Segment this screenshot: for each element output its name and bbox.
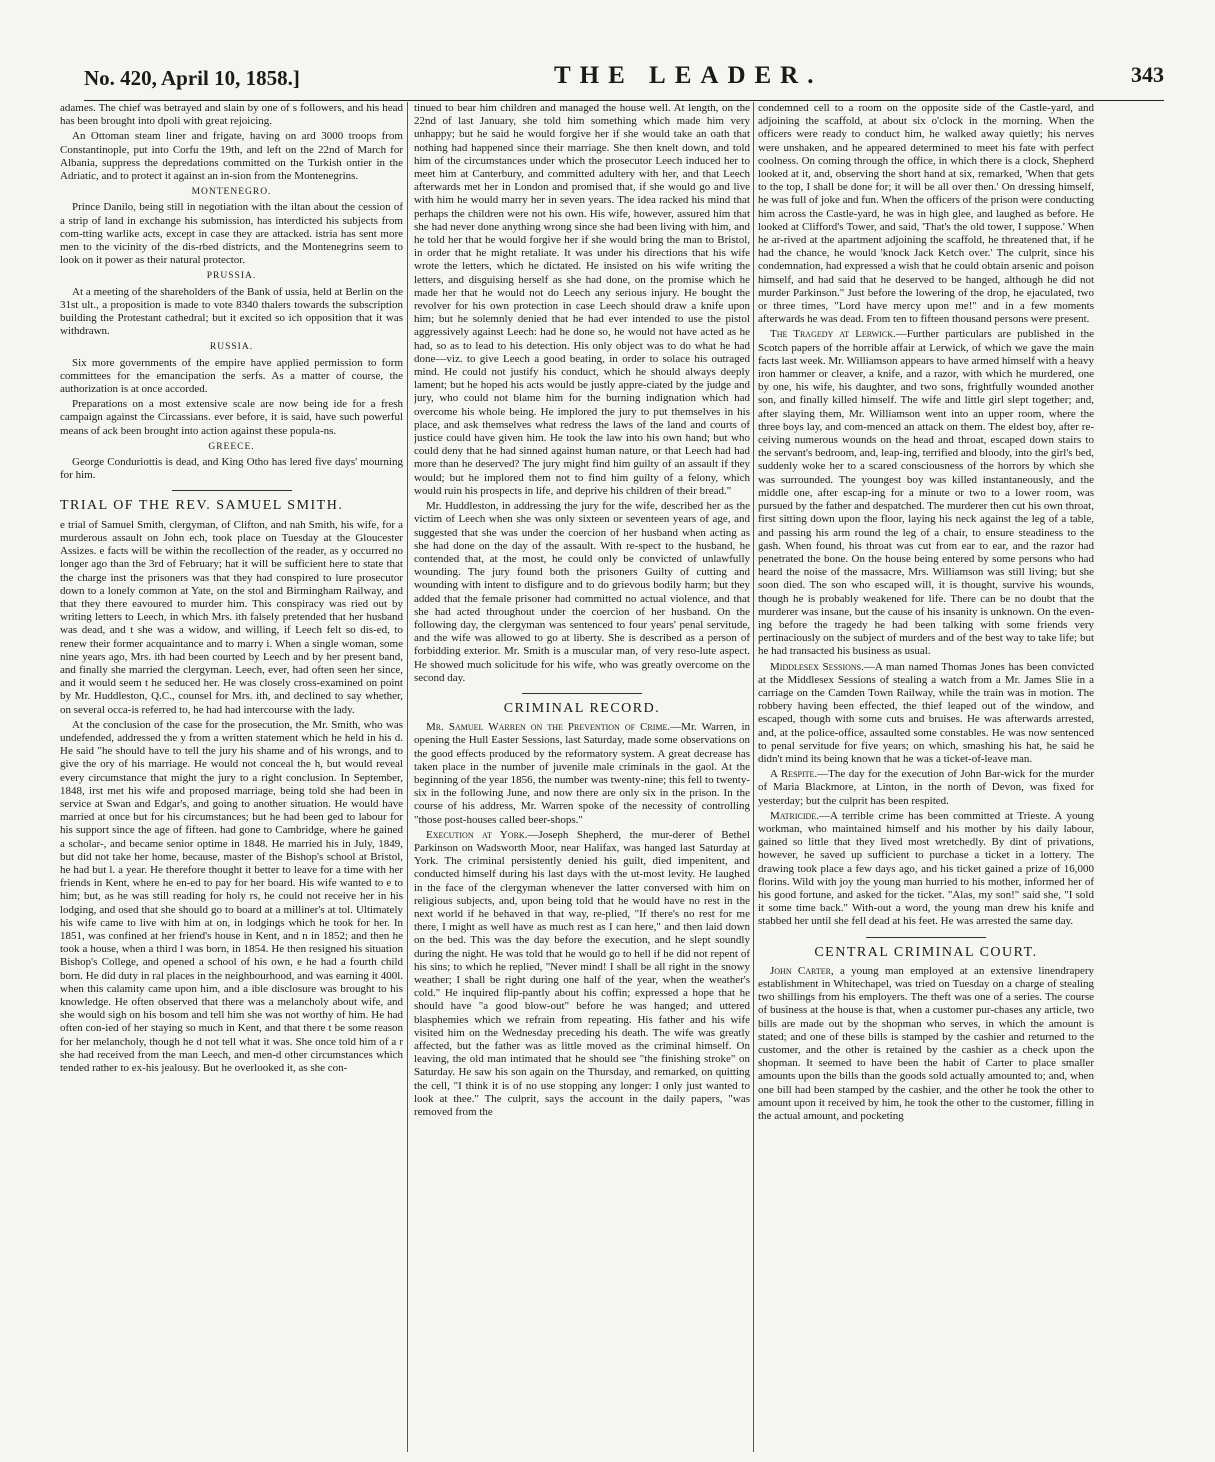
paragraph: At the conclusion of the case for the prosecution, the Mr. Smith, who was undefended, addressed the y from a written statement which he held in his d. He said "he should have to tell the jury his shame and of his wrongs, and to give the ory of his marriage. He would not conceal the h, but would reveal every circumstance that might the jury to a right conclusion. In September, 1848, irst met his wife and proposed marriage, being told she had been in service at Swan and Edgar's, and going to another situation. He would have married at once but for his circumstances; but he had been ged to labour for his support since the age of fifteen. had gone to Cambridge, where he gained a scholar-, and became senior optime in 1848. He married his in July, 1849, but did not take her home, because, master of the Bishop's school at Bristol, he had but l. a year. He therefore thought it better to leave for a time with her friends in Kent, where he en-ed to pay for her board. His wife wanted to e to him; but, as he was still reading for holy rs, he could not receive her in his lodging, and osed that she should go to board at a milliner's at tol. Ultimately his wife came to live with him at on, in lodgings which he took for her. In 1851, was confined at her friend's house in Kent, and n in 1852; and then he took a house, when a third l was born, in 1854. He then resigned his situation Bishop's College, and opened a school of his own, e he had a fourth child born. He did duty in ral places in the neighbourhood, and was earning it 400l. when this calamity came upon him, and a ible disclosure was brought to his knowledge. He often observed that there was a melancholy about wife, and she would sigh on his bosom and tell him she was not worthy of him. He had often con-ied of her staying so much in Kent, and that there t be some reason for her melancholy, though he d not tell what it was. She once told him of a r she had received from the man Leech, and men-d other circumstances which tended rather to ex-his jealousy. But he overlooked it, as she con- [60,718,403,1075]
paragraph: An Ottoman steam liner and frigate, having on ard 3000 troops from Constantinople, put into Corfu the 19th, and left on the 22nd of March for Albania, suppress the depredations committed on the Turkish ontier in the Adriatic, and to protect it against an in-sion from the Montenegrins. [60,130,403,183]
item-lead: Mr. Samuel Warren on the Prevention of Crime. [426,721,671,734]
paragraph: At a meeting of the shareholders of the Bank of ussia, held at Berlin on the 31st ult., a proposition is made to vote 8340 thalers towards the subscription building the Protestant cathedral; but it excited so ich opposition that it was withdrawn. [60,285,403,338]
item-lead: Middlesex Sessions. [770,660,864,673]
paragraph: Prince Danilo, being still in negotiation with the iltan about the cession of a strip of land in exchange his submission, has interdicted his subjects from com-tting warlike acts, except in case they are attacked. istria has sent more men to the vicinity of the dis-rbed districts, and the Montenegrins seem to look on it power as their natural protector. [60,201,403,267]
subheading-greece: GREECE. [208,441,255,452]
item-text: a young man employed at an extensive linendrapery establishment in Whitechapel, was tried on Tuesday on a charge of stealing two shillings from his employers. The theft was one of a series. The course of business at the house is that, when a customer pur-chases any article, two bills are made out by the shopman who serves, in which the amount is stated; and one of these bills is stamped by the cashier and returned to the customer, and the other is retained by the cashier as a check upon the shopman. It seemed to have been the habit of Carter to place smaller amounts upon the bills than the goods sold actually amounted to; and, when one bill had been stamped by the cashier, and the other he took the other to amount upon it received by him, he took the other to the customer, filling in the actual amount, and pocketing [758,964,1094,1123]
issue-date: No. 420, April 10, 1858.] [84,66,300,90]
section-divider [866,937,986,938]
column-divider [407,102,408,1452]
item-lead: Execution at York. [426,828,528,841]
paragraph: condemned cell to a room on the opposite side of the Castle-yard, and adjoining the scaffold, at about six o'clock in the morning. When the officers were ready to conduct him, he walked away quietly; his nerves were unshaken, and he appeared determined to meet his fate with perfect coolness. On coming through the office, in which there is a clock, Shepherd looked at it, and, observing the short hand at six, remarked, 'When that gets to the top, I shall be done for; it will be all over then.' On dressing himself, he was full of joke and fun. When the officers of the prison were conducting him across the Castle-yard, he was in high glee, and laughed as before. He looked at Clifford's Tower, and said, 'That's the old tower, I suppose.' When he ar-rived at the apartment adjoining the scaffold, he threatened that, if he had the chance, he would 'knock Jack Ketch over.' The culprit, since his condemnation, had expressed a wish that he could obtain arsenic and poison himself, and had said that he deserved to be hanged, although he did not murder Parkinson." Just before the lowering of the drop, he ejaculated, two or three times, "Lord have mercy upon me!" and in a few moments afterwards he was dead. From ten to fifteen thousand persons were present. [758,102,1094,326]
column-2 [414,102,750,1452]
section-divider [172,490,292,491]
paragraph: Six more governments of the empire have applied permission to form committees for the emancipation the serfs. As a matter of course, the authorization is at once accorded. [60,356,403,396]
paragraph: Preparations on a most extensive scale are now being ide for a fresh campaign against the Circassians. ever before, it is said, have such powerful means of ack been brought into action against these popula-ns. [60,398,403,437]
item-text: —The day for the execution of John Bar-wick for the murder of Maria Blackmore, at Linton, in the north of Devon, was fixed for yesterday; but the culprit has been respited. [758,768,1094,807]
subheading-russia: RUSSIA. [209,342,254,353]
subheading-prussia: PRUSSIA. [206,271,257,282]
header-rule [84,100,1164,101]
paragraph: e trial of Samuel Smith, clergyman, of Clifton, and nah Smith, his wife, for a murderous assault on John ech, took place on Tuesday at the Gloucester Assizes. e facts will be within the recollection of the reader, as y occurred no longer ago than the 3rd of February; hat it will be sufficient here to state that the charge inst the prisoners was that they had conspired to lure prosecutor down to a lonely common at Yate, on the stol and Birmingham Railway, and that they there eavoured to murder him. This conspiracy was ried out by writing letters to Leech, in which Mrs. ith falsely pretended that her husband was dead, and t she was a widow, and willing, if Leech felt so dis-ed, to renew their former acquaintance and to marry i. When a single woman, some nine years ago, Mrs. ith had been courted by Leech and by her present band, and finally she married the clergyman. Leech, ever, had often seen her since, and it would seem t he seduced her. He was closely cross-examined on point by Mr. Huddleston, Q.C., counsel for Mrs. ith, and declined to say whether, on several occa-is referred to, he had had intercourse with the lady. [60,518,403,716]
section-heading-trial: TRIAL OF THE REV. SAMUEL SMITH. [60,498,344,514]
subheading-montenegro: MONTENEGRO. [191,187,272,198]
column-3 [758,102,1094,1452]
paragraph: adames. The chief was betrayed and slain by one of s followers, and his head has been brought into dpoli with great rejoicing. [60,102,403,128]
paragraph: tinued to bear him children and managed the house well. At length, on the 22nd of last January, she told him something which made him very unhappy; but he said he would forgive her if she would take an oath that nothing had happened since their marriage. She then knelt down, and told him of the circumstances under which the prosecutor Leech induced her to meet him at Canterbury, and committed adultery with her, and that Leech afterwards met her in London and promised that, if she would go and live with him he would marry her in seven years. The idea racked his mind that perhaps the children were not his own. His wife, however, assured him that she had never done anything wrong since she had been living with him, and he told her that he would forgive her if she would bring the man to Bristol, in order that he might retaliate. It was under his directions that his wife wrote the letters, which he dictated. He insisted on his wife writing the letters, and disguising herself as she had done, on the promise which he made her that he would not do Leech any serious injury. He bought the revolver for his own protection in case Leech should draw a knife upon him; but he solemnly denied that he had ever intended to use the pistol aggressively against Leech: had he done so, he would not have acted as he had, so as to lead to his detection. His only object was to do what he had done—viz. to give Leech a good beating, in order to solace his outraged mind. He could not justify his conduct, which he should always deeply lament; but he hoped his acts would be justly appre-ciated by the judge and jury, who could not blame him for the burning indignation which had overcome his whole being. He implored the jury to put themselves in his place, and ask themselves what redress the laws of the land and courts of justice could have given him. He took the law into his own hand; but who could deny that he had sinned against human nature, or that Leech had had more than he deserved? The jury might find him guilty of an assault if they would; but he implored them not to find him guilty of a felony, which would ruin his prospects in life, and deprive his children of their bread." [414,102,750,497]
column-1 [60,102,403,1452]
column-divider [753,102,754,1452]
item-lead: The Tragedy at Lerwick. [770,328,896,341]
paragraph: George Conduriottis is dead, and King Otho has lered five days' mourning for him. [60,456,403,482]
item-text: —A man named Thomas Jones has been convicted at the Middlesex Sessions of stealing a watch from a Mr. James Slie in a carriage on the Camden Town Railway, while the train was in motion. The robbery having been effected, the thief leaped out of the window, and escaped, though with some cuts and bruises. He was afterwards arrested, and, at the police-office, assaulted some constables. He was now sentenced to penal servitude for five years; on which, smashing his hat, he said he didn't mind its being known that he was a ticket-of-leave man. [758,660,1094,765]
item-text: —Further particulars are published in the Scotch papers of the horrible affair at Lerwick, of which we gave the main facts last week. Mr. Williamson appears to have armed himself with a heavy iron hammer or cleaver, a knife, and a razor, with which he murdered, one by one, his wife, his daughter, and two sons, frightfully wounded another son, and finally killed himself. The wife and little girl slept together; and, after slaying them, Mr. Williamson went into an upper room, where the three boys lay, and com-menced an attack on them. The eldest boy, after re-ceiving numerous wounds on the head and throat, escaped down stairs to the servant's bedroom, and, leap-ing, terrified and bloody, into the girl's bed, suddenly woke her to a scared consciousness of the horrors by which she was surrounded. The youngest boy was killed instantaneously, and the middle one, after escap-ing for a minute or two to a lower room, was pursued by the father and despatched. The murderer then cut his own throat, first sitting down upon the floor, laying his neck against the leg of a table, and passing his arm round the leg of a chair, to ensure steadiness to the gash. When found, his throat was cut from ear to ear, and the razor had penetrated the bone. On the house being entered by some persons who had heard the noise of the massacre, Mrs. Williamson was still living; but she soon died. The son who escaped will, it is thought, survive his wounds, though he is probably weakened for life. There can be no doubt that the murderer was insane, but the cause of his insanity is unknown. On the even-ing before the tragedy he had been talking with some friends very pertinaciously on the subject of murders and of the best way to take life; but he had transacted his business as usual. [758,328,1094,658]
masthead-title: THE LEADER. [554,62,823,89]
item-lead: John Carter, [770,964,834,977]
paragraph: Mr. Huddleston, in addressing the jury for the wife, described her as the victim of Leech when she was only sixteen or seventeen years of age, and suggested that she was under the coercion of her husband when acting as she had done on the day of the assault. With re-spect to the husband, he contended that, at the most, he could only be convicted of unlawfully wounding. The jury found both the prisoners Guilty of cutting and wounding with intent to disfigure and to do grievous bodily harm; but they added that the female prisoner had committed no actual violence, and that she had acted throughout under the coercion of her husband. On the following day, the clergyman was sentenced to four years' penal servitude, and the wife was allowed to go at liberty. She is described as a person of forbidding exterior. Mr. Smith is a muscular man, of very reso-lute aspect. He showed much solicitude for his wife, who was greatly overcome on the second day. [414,500,750,684]
section-divider [522,693,642,694]
item-lead: Matricide. [770,809,819,822]
section-heading-criminal-record: CRIMINAL RECORD. [503,700,661,716]
item-text: —Mr. Warren, in opening the Hull Easter Sessions, last Saturday, made some observations on the good effects produced by the reformatory system. A great decrease has taken place in the number of juvenile male criminals in the gaol. At the beginning of the year 1856, the number was twenty-nine; this fell to twenty-six in the following June, and now there are only six in the prison. In the course of his address, Mr. Warren spoke of the necessity of controlling "those post-houses called beer-shops." [414,721,750,826]
section-heading-central-criminal-court: CENTRAL CRIMINAL COURT. [814,944,1038,960]
item-text: —Joseph Shepherd, the mur-derer of Bethel Parkinson on Wadsworth Moor, near Halifax, was hanged last Saturday at York. The criminal persistently denied his guilt, died impenitent, and conducted himself during his last days with the ut-most levity. He laughed in the face of the clergyman whenever the latter conversed with him on religious subjects, and, upon being told that he would have no rest in the next world if he behaved in that way, re-plied, "If there's no rest for me there, I might as well have as much rest as I can here," and then laid down on the bed. This was the day before the execution, and he slept soundly during the night. He was told that he would go to hell if he did not repent of his sins; to which he replied, "Never mind! I shall be all right in the snowy weather; I shall be right during one half of the year, when the weather's cold." He inquired flip-pantly about his coffin; expressed a hope that he should have "a good blow-out" before he was hanged; and uttered blasphemies which we refrain from repeating. His father and his wife visited him on the Wednesday preceding his death. The wife was greatly affected, but the father was as little moved as the criminal himself. On leaving, the old man intimated that he should see "the finishing stroke" on Saturday. He saw his son again on the Thursday, and remarked, on quitting the cell, "I think it is of no use stopping any longer: I only just wanted to look at thee." The culprit, says the account in the daily papers, "was removed from the [414,828,750,1119]
page-header [84,60,1164,100]
item-text: —A terrible crime has been committed at Trieste. A young workman, who maintained himself and his mother by his daily labour, gained so little that they lived most wretchedly. By dint of privations, however, he saved up sufficient to purchase a ticket in a lottery. The drawing took place a few days ago, and his ticket gained a prize of 16,000 florins. Wild with joy the young man hurried to his mother, informed her of his good fortune, and asked for the ticket. "Alas, my son!" said she, "I sold it some time back." With-out a word, the young man drew his knife and stabbed her until she fell dead at his feet. He was arrested the same day. [758,809,1094,928]
page-number: 343 [1131,62,1164,87]
item-lead: A Respite. [770,768,818,781]
